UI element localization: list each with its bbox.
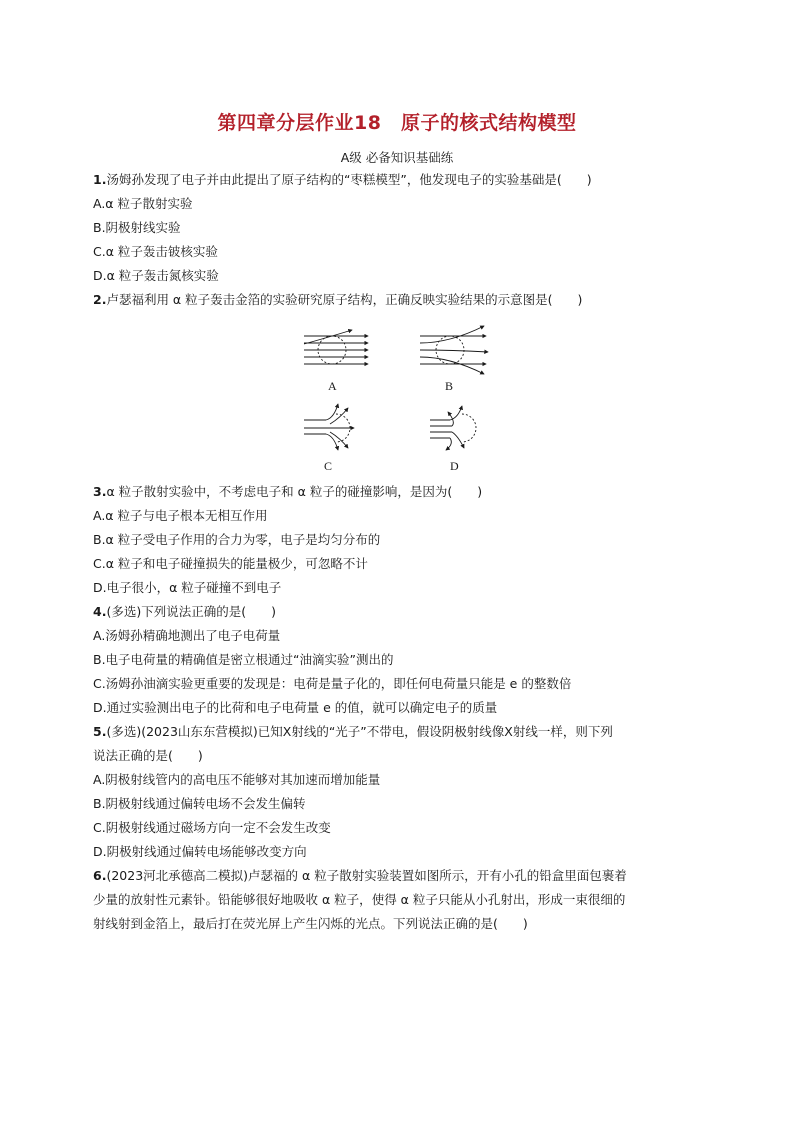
question-4-option-a: A.汤姆孙精确地测出了电子电荷量 [93,628,281,643]
question-4-option-b: B.电子电荷量的精确值是密立根通过“油滴实验”测出的 [93,652,394,667]
question-number: 1. [93,172,107,187]
question-1-option-d: D.α 粒子轰击氮核实验 [93,268,219,283]
question-4-option-c: C.汤姆孙油滴实验更重要的发现是：电荷是量子化的，即任何电荷量只能是 e 的整数倍 [93,676,572,691]
question-5-option-a: A.阴极射线管内的高电压不能够对其加速而增加能量 [93,772,381,787]
question-number: 3. [93,484,107,499]
question-1-option-b: B.阴极射线实验 [93,220,181,235]
question-number: 4. [93,604,107,619]
page-title: 第四章分层作业18 原子的核式结构模型 [217,112,577,134]
question-number: 6. [93,868,107,883]
diagram-c [304,404,354,450]
question-2-stem: 2.卢瑟福利用 α 粒子轰击金箔的实验研究原子结构，正确反映实验结果的示意图是( ) [93,292,583,307]
section-heading: A级 必备知识基础练 [340,150,454,165]
question-3-option-a: A.α 粒子与电子根本无相互作用 [93,508,268,523]
diagram-a [304,330,368,364]
question-4-stem: 4.(多选)下列说法正确的是( ) [93,604,276,619]
question-number: 2. [93,292,107,307]
diagram-label-a: A [328,379,337,393]
question-5-stem-cont: 说法正确的是( ) [93,748,203,763]
question-4-option-d: D.通过实验测出电子的比荷和电子电荷量 e 的值，就可以确定电子的质量 [93,700,498,715]
question-number: 5. [93,724,107,739]
question-3-option-b: B.α 粒子受电子作用的合力为零，电子是均匀分布的 [93,532,381,547]
diagram-d [430,406,476,450]
question-3-option-d: D.电子很小，α 粒子碰撞不到电子 [93,580,282,595]
diagram-label-d: D [450,459,459,472]
question-6-stem-cont-1: 少量的放射性元素钋。铅能够很好地吸收 α 粒子，使得 α 粒子只能从小孔射出，形成一束很细的 [93,892,626,907]
diagram-label-b: B [445,379,454,393]
question-6-stem: 6.(2023河北承德高二模拟)卢瑟福的 α 粒子散射实验装置如图所示，开有小孔的铅盒里面包裹着 [93,868,627,883]
diagram-label-c: C [324,459,333,472]
question-1-stem: 1.汤姆孙发现了电子并由此提出了原子结构的“枣糕模型”，他发现电子的实验基础是( ) [93,172,592,187]
question-1-option-c: C.α 粒子轰击铍核实验 [93,244,218,259]
question-6-stem-cont-2: 射线射到金箔上，最后打在荧光屏上产生闪烁的光点。下列说法正确的是( ) [93,916,528,931]
question-5-option-b: B.阴极射线通过偏转电场不会发生偏转 [93,796,306,811]
question-3-stem: 3.α 粒子散射实验中，不考虑电子和 α 粒子的碰撞影响，是因为( ) [93,484,483,499]
question-5-option-d: D.阴极射线通过偏转电场能够改变方向 [93,844,307,859]
question-5-stem: 5.(多选)(2023山东东营模拟)已知X射线的“光子”不带电，假设阴极射线像X射线一样，则下列 [93,724,613,739]
question-5-option-c: C.阴极射线通过磁场方向一定不会发生改变 [93,820,331,835]
scattering-diagram-figure [290,322,510,472]
question-1-option-a: A.α 粒子散射实验 [93,196,193,211]
diagram-b [420,326,488,374]
question-3-option-c: C.α 粒子和电子碰撞损失的能量极少，可忽略不计 [93,556,368,571]
